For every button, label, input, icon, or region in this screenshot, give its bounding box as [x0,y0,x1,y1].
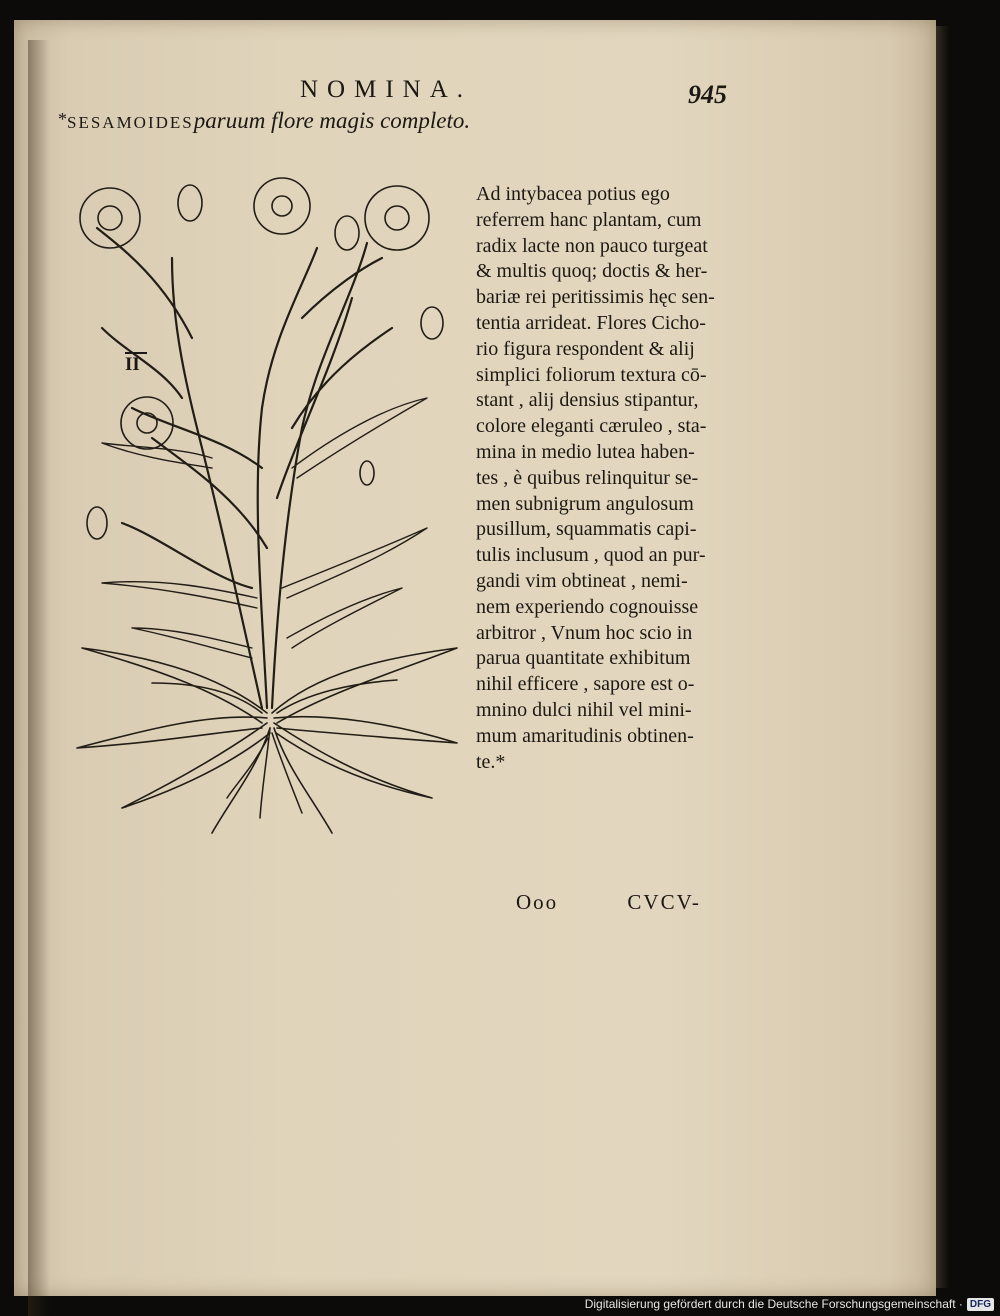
catchword: CVCV- [627,890,701,914]
binding-shadow [28,40,50,1316]
stem-leaves [102,398,427,658]
body-line: referrem hanc plantam, cum [476,208,702,231]
body-line: tes , è quibus relinquitur se- [476,466,699,489]
figure-label: II [125,354,140,375]
body-line: Ad intybacea potius ego [476,183,670,205]
caption-plant-name: SESAMOIDES [67,113,194,132]
page-edge [934,26,950,1288]
dfg-logo: DFG [967,1298,994,1311]
body-line: tentia arrideat. Flores Cicho- [476,311,706,334]
body-line: radix lacte non pauco turgeat [476,234,708,257]
body-line: men subnigrum angulosum [476,492,694,515]
body-line: arbitror , Vnum hoc scio in [476,621,693,644]
caption-description: paruum flore magis completo. [193,108,471,133]
body-text [476,182,738,775]
catchwords [516,890,701,915]
body-line: rio figura respondent & alij [476,337,695,360]
body-line: te.* [476,750,506,773]
body-line: mnino dulci nihil vel mini- [476,698,692,721]
plant-woodcut-illustration [62,168,464,844]
body-line: gandi vim obtineat , nemi- [476,569,688,592]
digitization-footer [585,1297,994,1311]
body-line: nihil efficere , sapore est o- [476,673,695,696]
page-number: 945 [688,80,727,109]
caption-marker: * [58,109,67,129]
flower-buds [87,185,443,539]
body-line: tulis inclusum , quod an pur- [476,544,706,567]
body-line: mina in medio lutea haben- [476,440,695,463]
footer-credit: Digitalisierung gefördert durch die Deutsche Forschungsgemeinschaft · [584,1297,963,1311]
body-line: bariæ rei peritissimis hęc sen- [476,286,715,309]
body-line: pusillum, squammatis capi- [476,518,697,541]
body-line: colore eleganti cæruleo , sta- [476,415,707,438]
body-line: stant , alij densius stipantur, [476,389,699,412]
plant-stems [97,228,392,708]
body-line: parua quantitate exhibitum [476,647,691,670]
signature-mark: Ooo [516,890,559,914]
body-line: & multis quoq; doctis & her- [476,260,708,283]
body-line: simplici foliorum textura cō- [476,363,707,386]
body-line: nem experiendo cognouisse [476,595,699,618]
plant-caption [58,108,470,134]
running-head: NOMINA. [300,76,473,103]
body-line: mum amaritudinis obtinen- [476,724,694,747]
